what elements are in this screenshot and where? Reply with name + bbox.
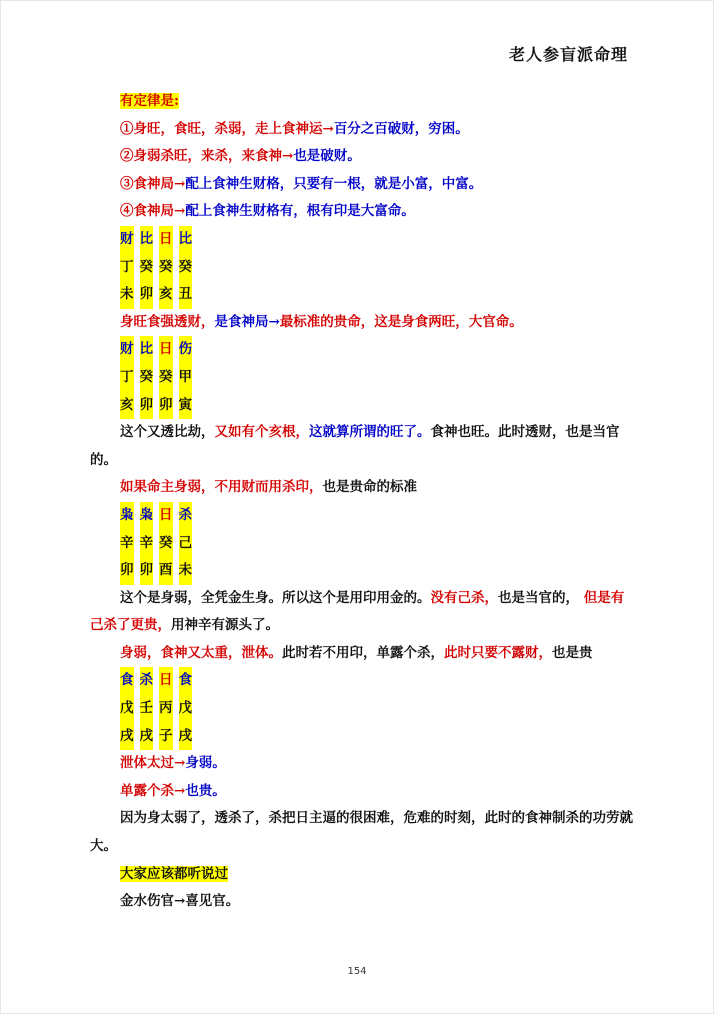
paragraph: 因为身太弱了，透杀了，杀把日主逼的很困难，危难的时刻，此时的食神制杀的功劳就大。 xyxy=(90,810,633,855)
para-text: 这个又透比劫， xyxy=(120,424,215,441)
rule-result: 也是破财。 xyxy=(293,148,361,165)
pillar-char: 枭 xyxy=(140,502,154,530)
pillar-char: 癸 xyxy=(140,254,154,282)
rule-condition: ③食神局 xyxy=(120,175,174,192)
pillar-char: 食 xyxy=(120,667,134,695)
bazi-pillar-row xyxy=(90,502,635,530)
para-text: 这个是身弱，全凭金生身。所以这个是用印用金的。 xyxy=(120,589,431,606)
pillar-char: 财 xyxy=(120,336,134,364)
pillar-char: 丁 xyxy=(120,364,134,392)
pillar-char-day: 日 xyxy=(159,502,173,530)
pillar-char: 杀 xyxy=(179,502,193,530)
pillar-char: 比 xyxy=(179,226,193,254)
rule-line xyxy=(90,309,635,337)
pillar-char: 亥 xyxy=(120,392,134,420)
rule-condition: 泄体太过 xyxy=(120,755,174,772)
rule-result: 也贵。 xyxy=(185,782,226,799)
pillar-char: 卯 xyxy=(140,281,154,309)
pillar-char: 甲 xyxy=(179,364,193,392)
pillar-char: 癸 xyxy=(159,530,173,558)
arrow-icon: → xyxy=(174,175,186,192)
pillar-char: 壬 xyxy=(140,695,154,723)
rule-line xyxy=(90,198,635,226)
arrow-icon: → xyxy=(282,148,294,165)
para-text-red: 又如有个亥根， xyxy=(214,424,309,441)
para-text: 也是当官的， xyxy=(498,589,579,606)
text-line xyxy=(90,88,635,116)
pillar-char: 卯 xyxy=(120,557,134,585)
pillar-char: 癸 xyxy=(159,364,173,392)
line-segment: 也是贵 xyxy=(552,644,593,661)
page-header-title: 老人参盲派命理 xyxy=(508,45,628,64)
para-text: 用神辛有源头了。 xyxy=(171,617,279,634)
bazi-pillar-row xyxy=(90,557,635,585)
pillar-char: 戊 xyxy=(120,695,134,723)
pillar-char: 伤 xyxy=(179,336,193,364)
pillar-char-day: 日 xyxy=(159,336,173,364)
rule-condition: ④食神局 xyxy=(120,203,174,220)
rule-line xyxy=(90,171,635,199)
bazi-pillar-row xyxy=(90,695,635,723)
pillar-char: 癸 xyxy=(159,254,173,282)
pillar-char: 卯 xyxy=(140,392,154,420)
pillar-char: 辛 xyxy=(120,530,134,558)
rule-line xyxy=(90,778,635,806)
heading-highlight: 大家应该都听说过 xyxy=(120,865,228,882)
pillar-char: 卯 xyxy=(140,557,154,585)
pillar-char: 寅 xyxy=(179,392,193,420)
pillar-char: 戌 xyxy=(179,723,193,751)
pillar-char-day: 日 xyxy=(159,667,173,695)
bazi-pillar-row xyxy=(90,254,635,282)
bazi-pillar-row xyxy=(90,530,635,558)
bazi-pillar-row xyxy=(90,392,635,420)
rule-line xyxy=(90,116,635,144)
para-text-red: 但是有己杀了更贵， xyxy=(90,589,625,634)
bazi-pillar-row xyxy=(90,364,635,392)
arrow-icon: → xyxy=(174,755,186,772)
rule-result: 最标准的贵命，这是身食两旺，大官命。 xyxy=(279,313,523,330)
pillar-char: 辛 xyxy=(140,530,154,558)
rule-condition: 身旺食强透财， xyxy=(120,313,215,330)
pillar-char: 未 xyxy=(179,557,193,585)
pillar-char: 未 xyxy=(120,281,134,309)
bazi-pillar-row xyxy=(90,667,635,695)
paragraph xyxy=(90,585,635,640)
text-line: 金水伤官→喜见官。 xyxy=(120,893,240,910)
pillar-char: 枭 xyxy=(120,502,134,530)
pillar-char: 比 xyxy=(140,226,154,254)
pillar-char: 杀 xyxy=(140,667,154,695)
line-segment: 不用财而用杀印， xyxy=(214,479,323,496)
pillar-char: 财 xyxy=(120,226,134,254)
pillar-char: 子 xyxy=(159,723,173,751)
pillar-char: 丑 xyxy=(179,281,193,309)
pillar-char: 酉 xyxy=(159,557,173,585)
line-segment: 如果命主身弱， xyxy=(120,479,215,496)
rule-result: 身弱。 xyxy=(185,755,226,772)
rule-condition: ①身旺，食旺，杀弱，走上食神运 xyxy=(120,120,323,137)
bazi-pillar-row xyxy=(90,281,635,309)
arrow-icon: → xyxy=(174,782,186,799)
arrow-icon: → xyxy=(322,120,334,137)
paragraph xyxy=(90,419,635,474)
pillar-char: 戌 xyxy=(120,723,134,751)
para-text-blue: 这就算所谓的旺了。 xyxy=(309,424,431,441)
rule-result: 百分之百破财，穷困。 xyxy=(333,120,469,137)
pillar-char: 丁 xyxy=(120,254,134,282)
bazi-pillar-row xyxy=(90,723,635,751)
pillar-char: 丙 xyxy=(159,695,173,723)
rule-line xyxy=(90,750,635,778)
line-segment: 也是贵命的标准 xyxy=(322,479,417,496)
text-line xyxy=(90,640,635,668)
rule-line xyxy=(90,143,635,171)
bazi-pillar-row xyxy=(90,226,635,254)
pillar-char-day: 日 xyxy=(159,226,173,254)
page-content xyxy=(90,88,635,916)
line-segment: 身弱，食神又太重，泄体。 xyxy=(120,644,282,661)
rule-result: 配上食神生财格，只要有一根，就是小富，中富。 xyxy=(185,175,483,192)
line-segment: 此时若不用印，单露个杀， xyxy=(282,644,444,661)
pillar-char: 戌 xyxy=(140,723,154,751)
para-text: 食神也旺。此时透财，也是当官的。 xyxy=(90,424,620,468)
arrow-icon: → xyxy=(174,203,186,220)
heading-highlight: 有定律是: xyxy=(120,93,179,109)
page-number: 154 xyxy=(347,966,367,977)
pillar-char: 己 xyxy=(179,530,193,558)
pillar-char: 癸 xyxy=(179,254,193,282)
arrow-icon: → xyxy=(268,313,280,330)
pillar-char: 卯 xyxy=(159,392,173,420)
bazi-pillar-row xyxy=(90,336,635,364)
pillar-char: 癸 xyxy=(140,364,154,392)
rule-result: 配上食神生财格有，根有印是大富命。 xyxy=(185,203,415,220)
text-line xyxy=(90,861,635,889)
line-segment: 此时只要不露财， xyxy=(444,644,552,661)
rule-condition: ②身弱杀旺，来杀，来食神 xyxy=(120,148,282,165)
pillar-char: 食 xyxy=(179,667,193,695)
text-line xyxy=(90,474,635,502)
para-text-red: 没有己杀， xyxy=(430,589,498,606)
rule-condition: 单露个杀 xyxy=(120,782,174,799)
rule-text: 是食神局 xyxy=(214,313,269,330)
pillar-char: 比 xyxy=(140,336,154,364)
pillar-char: 戊 xyxy=(179,695,193,723)
pillar-char: 亥 xyxy=(159,281,173,309)
